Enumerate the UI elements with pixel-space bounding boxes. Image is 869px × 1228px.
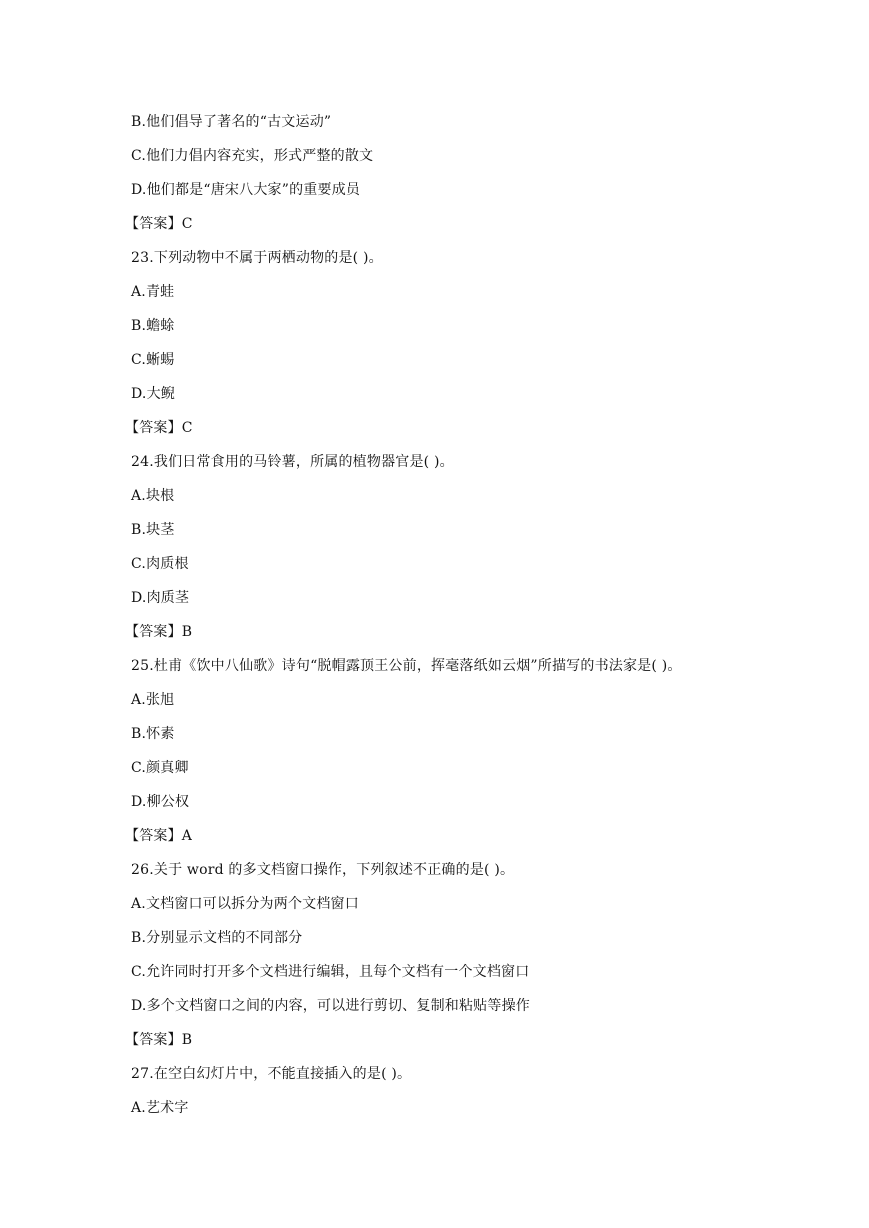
answer-line: 【答案】C — [125, 216, 193, 232]
question-line: 26.关于 word 的多文档窗口操作，下列叙述不正确的是( )。 — [131, 862, 515, 878]
option-line: D.柳公权 — [131, 794, 190, 810]
option-line: A.艺术字 — [131, 1100, 189, 1116]
question-list — [125, 111, 771, 1131]
option-line: B.分别显示文档的不同部分 — [131, 930, 303, 946]
answer-line: 【答案】B — [125, 1032, 193, 1048]
option-line: A.文档窗口可以拆分为两个文档窗口 — [131, 896, 359, 912]
question-line: 23.下列动物中不属于两栖动物的是( )。 — [131, 250, 383, 266]
option-line: C.蜥蜴 — [131, 352, 175, 368]
option-line: B.他们倡导了著名的“古文运动” — [131, 114, 332, 130]
option-line: D.多个文档窗口之间的内容，可以进行剪切、复制和粘贴等操作 — [131, 998, 530, 1014]
answer-line: 【答案】A — [125, 828, 193, 844]
question-line: 25.杜甫《饮中八仙歌》诗句“脱帽露顶王公前，挥毫落纸如云烟”所描写的书法家是( )。 — [131, 658, 682, 674]
option-line: B.块茎 — [131, 522, 175, 538]
answer-line: 【答案】C — [125, 420, 193, 436]
option-line: C.允许同时打开多个文档进行编辑，且每个文档有一个文档窗口 — [131, 964, 530, 980]
question-line: 27.在空白幻灯片中，不能直接插入的是( )。 — [131, 1066, 412, 1082]
option-line: B.怀素 — [131, 726, 175, 742]
option-line: A.块根 — [131, 488, 175, 504]
question-line: 24.我们日常食用的马铃薯，所属的植物器官是( )。 — [131, 454, 454, 470]
option-line: B.蟾蜍 — [131, 318, 175, 334]
option-line: C.肉质根 — [131, 556, 189, 572]
option-line: A.青蛙 — [131, 284, 175, 300]
option-line: A.张旭 — [131, 692, 175, 708]
answer-line: 【答案】B — [125, 624, 193, 640]
option-line: D.肉质茎 — [131, 590, 190, 606]
option-line: D.他们都是“唐宋八大家”的重要成员 — [131, 182, 361, 198]
option-line: C.颜真卿 — [131, 760, 189, 776]
option-line: C.他们力倡内容充实，形式严整的散文 — [131, 148, 374, 164]
option-line: D.大鲵 — [131, 386, 175, 402]
